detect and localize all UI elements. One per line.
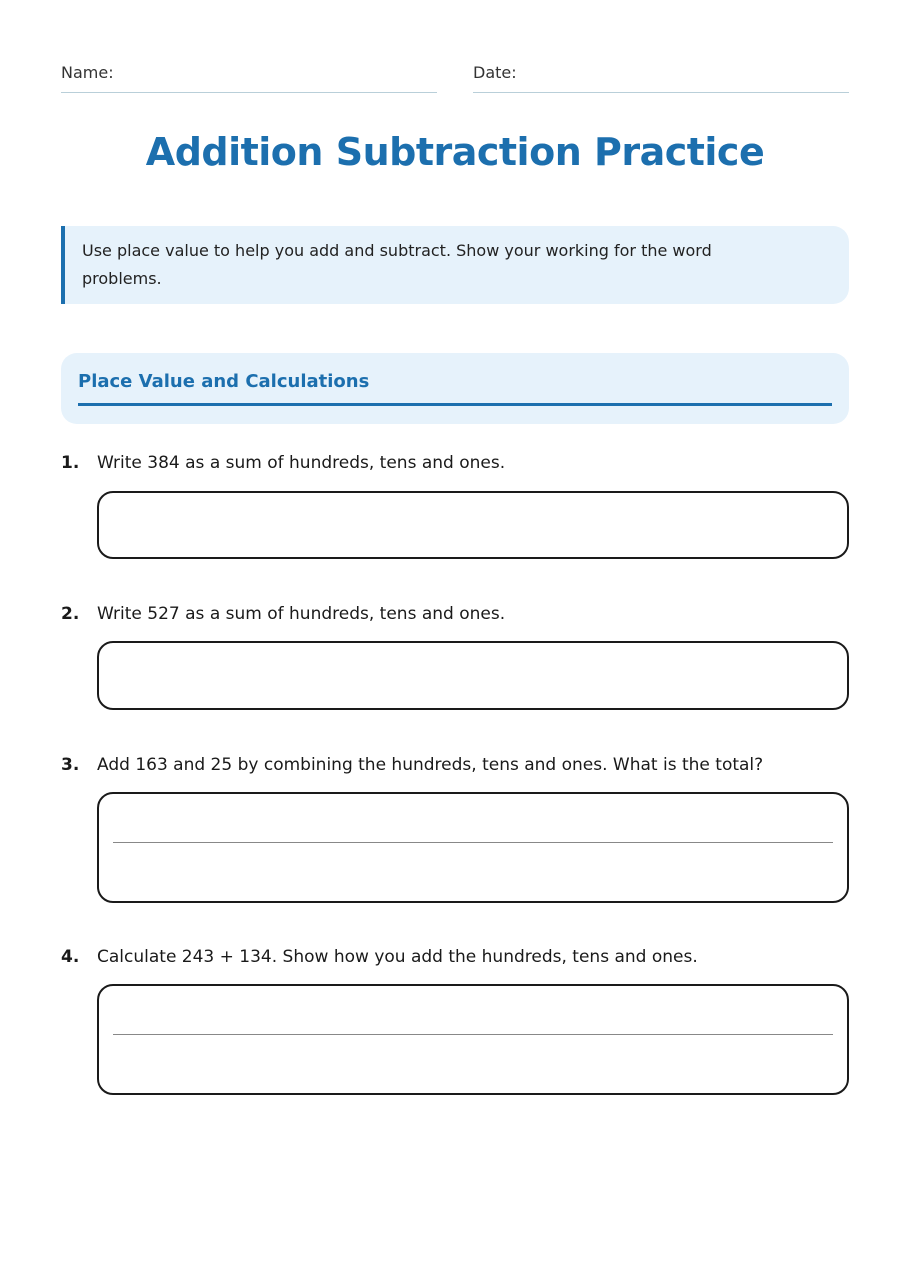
instructions-panel — [61, 226, 849, 304]
section-header — [61, 353, 849, 424]
name-label: Name: — [61, 63, 114, 82]
question-text: Add 163 and 25 by combining the hundreds, tens and ones. What is the total? — [97, 755, 764, 775]
question-number: 2. — [61, 604, 80, 624]
question-number: 3. — [61, 755, 80, 775]
instructions-text: Use place value to help you add and subtract. Show your working for the word problems. — [82, 241, 712, 288]
date-label: Date: — [473, 63, 517, 82]
date-field[interactable] — [473, 62, 849, 93]
question-1 — [61, 451, 849, 561]
worksheet-title: Addition Subtraction Practice — [145, 130, 765, 174]
question-text: Write 384 as a sum of hundreds, tens and ones. — [97, 453, 506, 473]
section-title: Place Value and Calculations — [78, 369, 832, 406]
answer-box[interactable] — [97, 491, 849, 559]
question-2 — [61, 602, 849, 712]
answer-line — [113, 842, 833, 843]
answer-box[interactable] — [97, 792, 849, 903]
answer-line — [113, 1034, 833, 1035]
question-number: 4. — [61, 947, 80, 967]
question-3 — [61, 753, 849, 905]
answer-box[interactable] — [97, 984, 849, 1095]
header-fields — [61, 62, 849, 92]
question-4 — [61, 945, 849, 1097]
answer-box[interactable] — [97, 641, 849, 710]
name-field[interactable] — [61, 62, 437, 93]
question-text: Calculate 243 + 134. Show how you add the hundreds, tens and ones. — [97, 947, 698, 967]
question-number: 1. — [61, 453, 80, 473]
question-text: Write 527 as a sum of hundreds, tens and ones. — [97, 604, 506, 624]
